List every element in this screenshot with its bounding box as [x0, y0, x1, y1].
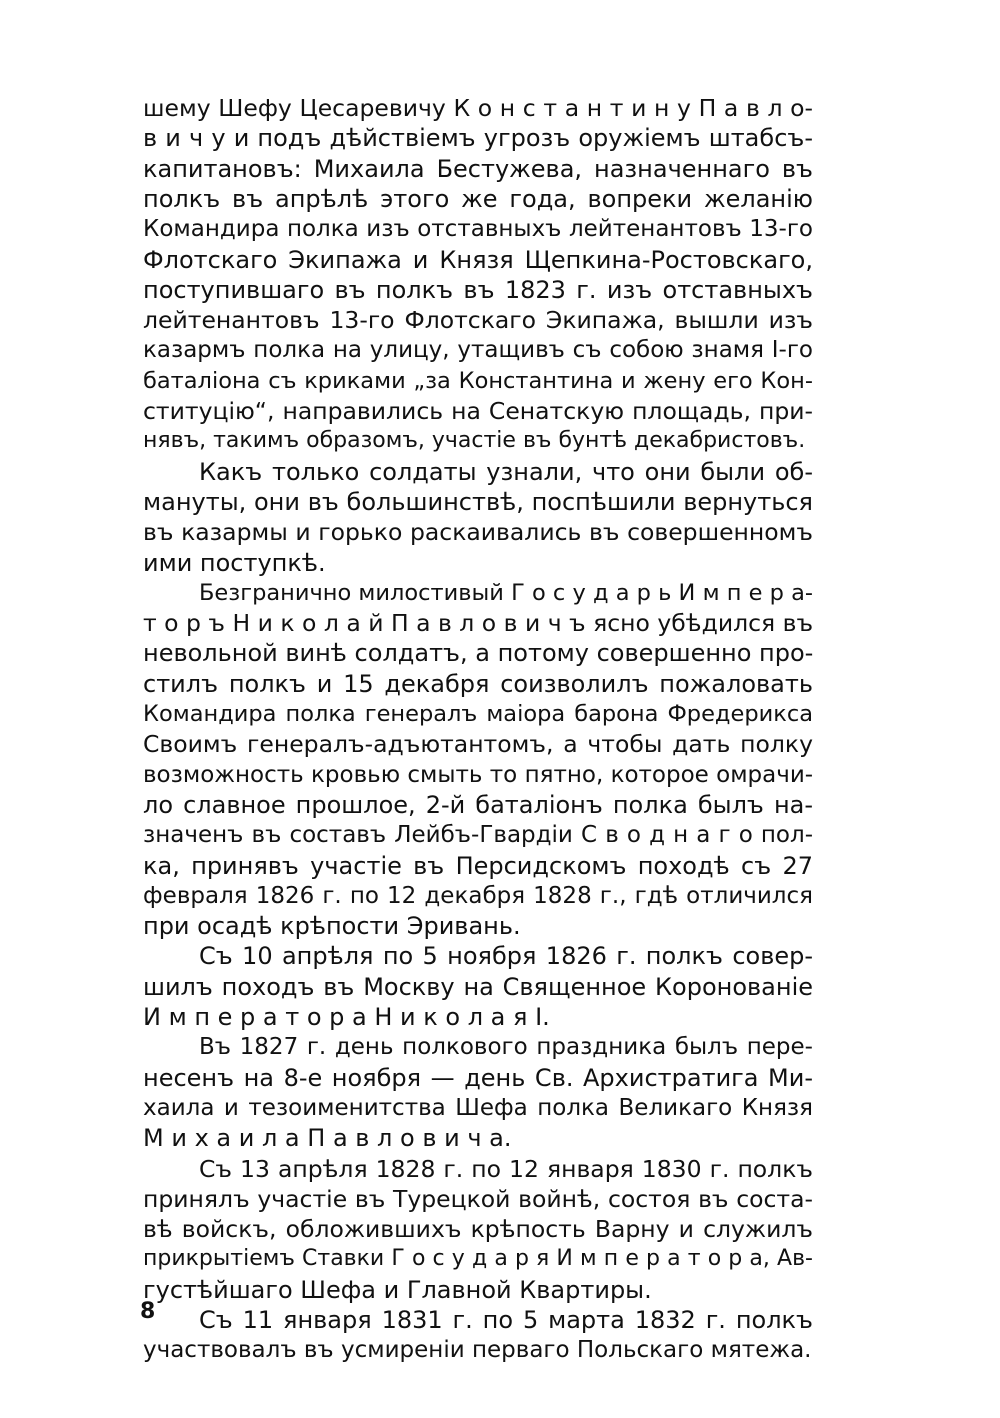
- text-line: февраля 1826 г. по 12 декабря 1828 г., гдѣ отличился: [143, 883, 813, 909]
- text-line: ка, принявъ участiе въ Персидскомъ походѣ съ 27: [143, 852, 813, 880]
- text-line: капитановъ: Михаила Бестужева, назначеннаго въ: [143, 155, 813, 183]
- text-line: т о р ъ Н и к о л а й П а в л о в и ч ъ ясно убѣдился въ: [143, 609, 814, 637]
- text-line: Флотскаго Экипажа и Князя Щепкина-Ростовскаго,: [143, 246, 813, 274]
- text-line: при осадѣ крѣпости Эривань.: [143, 912, 521, 940]
- text-line: шему Шефу Цесаревичу К о н с т а н т и н у П а в л о-: [143, 94, 813, 122]
- text-line: ло славное прошлое, 2-й баталiонъ полка былъ на-: [143, 791, 813, 819]
- text-line: поступившаго въ полкъ въ 1823 г. изъ отставныхъ: [143, 276, 813, 304]
- text-line: Съ 11 января 1831 г. по 5 марта 1832 г. полкъ: [199, 1306, 813, 1334]
- text-line: хаила и тезоименитства Шефа полка Великаго Князя: [143, 1095, 813, 1121]
- text-line: возможность кровью смыть то пятно, которое омрачи-: [143, 762, 814, 788]
- text-line: невольной винѣ солдатъ, а потому совершенно про-: [143, 639, 814, 667]
- text-line: нявъ, такимъ образомъ, участiе въ бунтѣ декабристовъ.: [143, 428, 806, 453]
- text-line: участвовалъ въ усмиренiи перваго Польскаго мятежа.: [143, 1337, 812, 1363]
- text-line: стилъ полкъ и 15 декабря соизволилъ пожаловать: [143, 670, 813, 698]
- text-line: несенъ на 8-е ноября — день Св. Архистратига Ми-: [143, 1064, 813, 1092]
- text-line: лейтенантовъ 13-го Флотскаго Экипажа, вышли изъ: [143, 306, 813, 334]
- text-line: въ казармы и горько раскаивались въ совершенномъ: [143, 518, 813, 546]
- text-line: Своимъ генералъ-адъютантомъ, а чтобы дать полку: [143, 730, 813, 758]
- text-line: Командира полка изъ отставныхъ лейтенантовъ 13-го: [143, 216, 813, 242]
- text-line: Какъ только солдаты узнали, что они были об-: [199, 458, 813, 486]
- text-line: И м п е р а т о р а Н и к о л а я I.: [143, 1003, 550, 1031]
- text-line: баталiона съ криками „за Константина и жену его Кон-: [143, 368, 813, 394]
- text-line: М и х а и л а П а в л о в и ч а.: [143, 1124, 512, 1152]
- text-line: вѣ войскъ, обложившихъ крѣпость Варну и служилъ: [143, 1215, 813, 1243]
- text-line: Командира полка генералъ маiора барона Фредерикса: [143, 701, 813, 727]
- text-line: мануты, они въ большинствѣ, поспѣшили вернуться: [143, 488, 813, 516]
- page-number: 8: [140, 1299, 156, 1324]
- text-line: казармъ полка на улицу, утащивъ съ собою знамя I-го: [143, 337, 813, 363]
- text-line: Въ 1827 г. день полкового праздника былъ пере-: [199, 1034, 813, 1060]
- text-line: ституцiю“, направились на Сенатскую площадь, при-: [143, 397, 813, 425]
- text-line: Съ 13 апрѣля 1828 г. по 12 января 1830 г. полкъ: [199, 1155, 813, 1183]
- text-line: в и ч у и подъ дѣйствiемъ угрозъ оружiемъ штабсъ-: [143, 124, 813, 152]
- text-line: густѣйшаго Шефа и Главной Квартиры.: [143, 1276, 652, 1304]
- text-line: Безгранично милостивый Г о с у д а р ь И м п е р а-: [199, 580, 813, 606]
- text-line: ими поступкѣ.: [143, 549, 326, 577]
- text-line: полкъ въ апрѣлѣ этого же года, вопреки желанiю: [143, 185, 813, 213]
- text-line: значенъ въ составъ Лейбъ-Гвардiи С в о д н а г о пол-: [143, 822, 813, 848]
- text-line: шилъ походъ въ Москву на Священное Коронованiе: [143, 973, 813, 1001]
- text-line: принялъ участiе въ Турецкой войнѣ, состоя въ соста-: [143, 1185, 813, 1213]
- text-line: Съ 10 апрѣля по 5 ноября 1826 г. полкъ совер-: [199, 942, 813, 970]
- text-line: прикрытiемъ Ставки Г о с у д а р я И м п е р а т о р а, Ав-: [143, 1246, 813, 1271]
